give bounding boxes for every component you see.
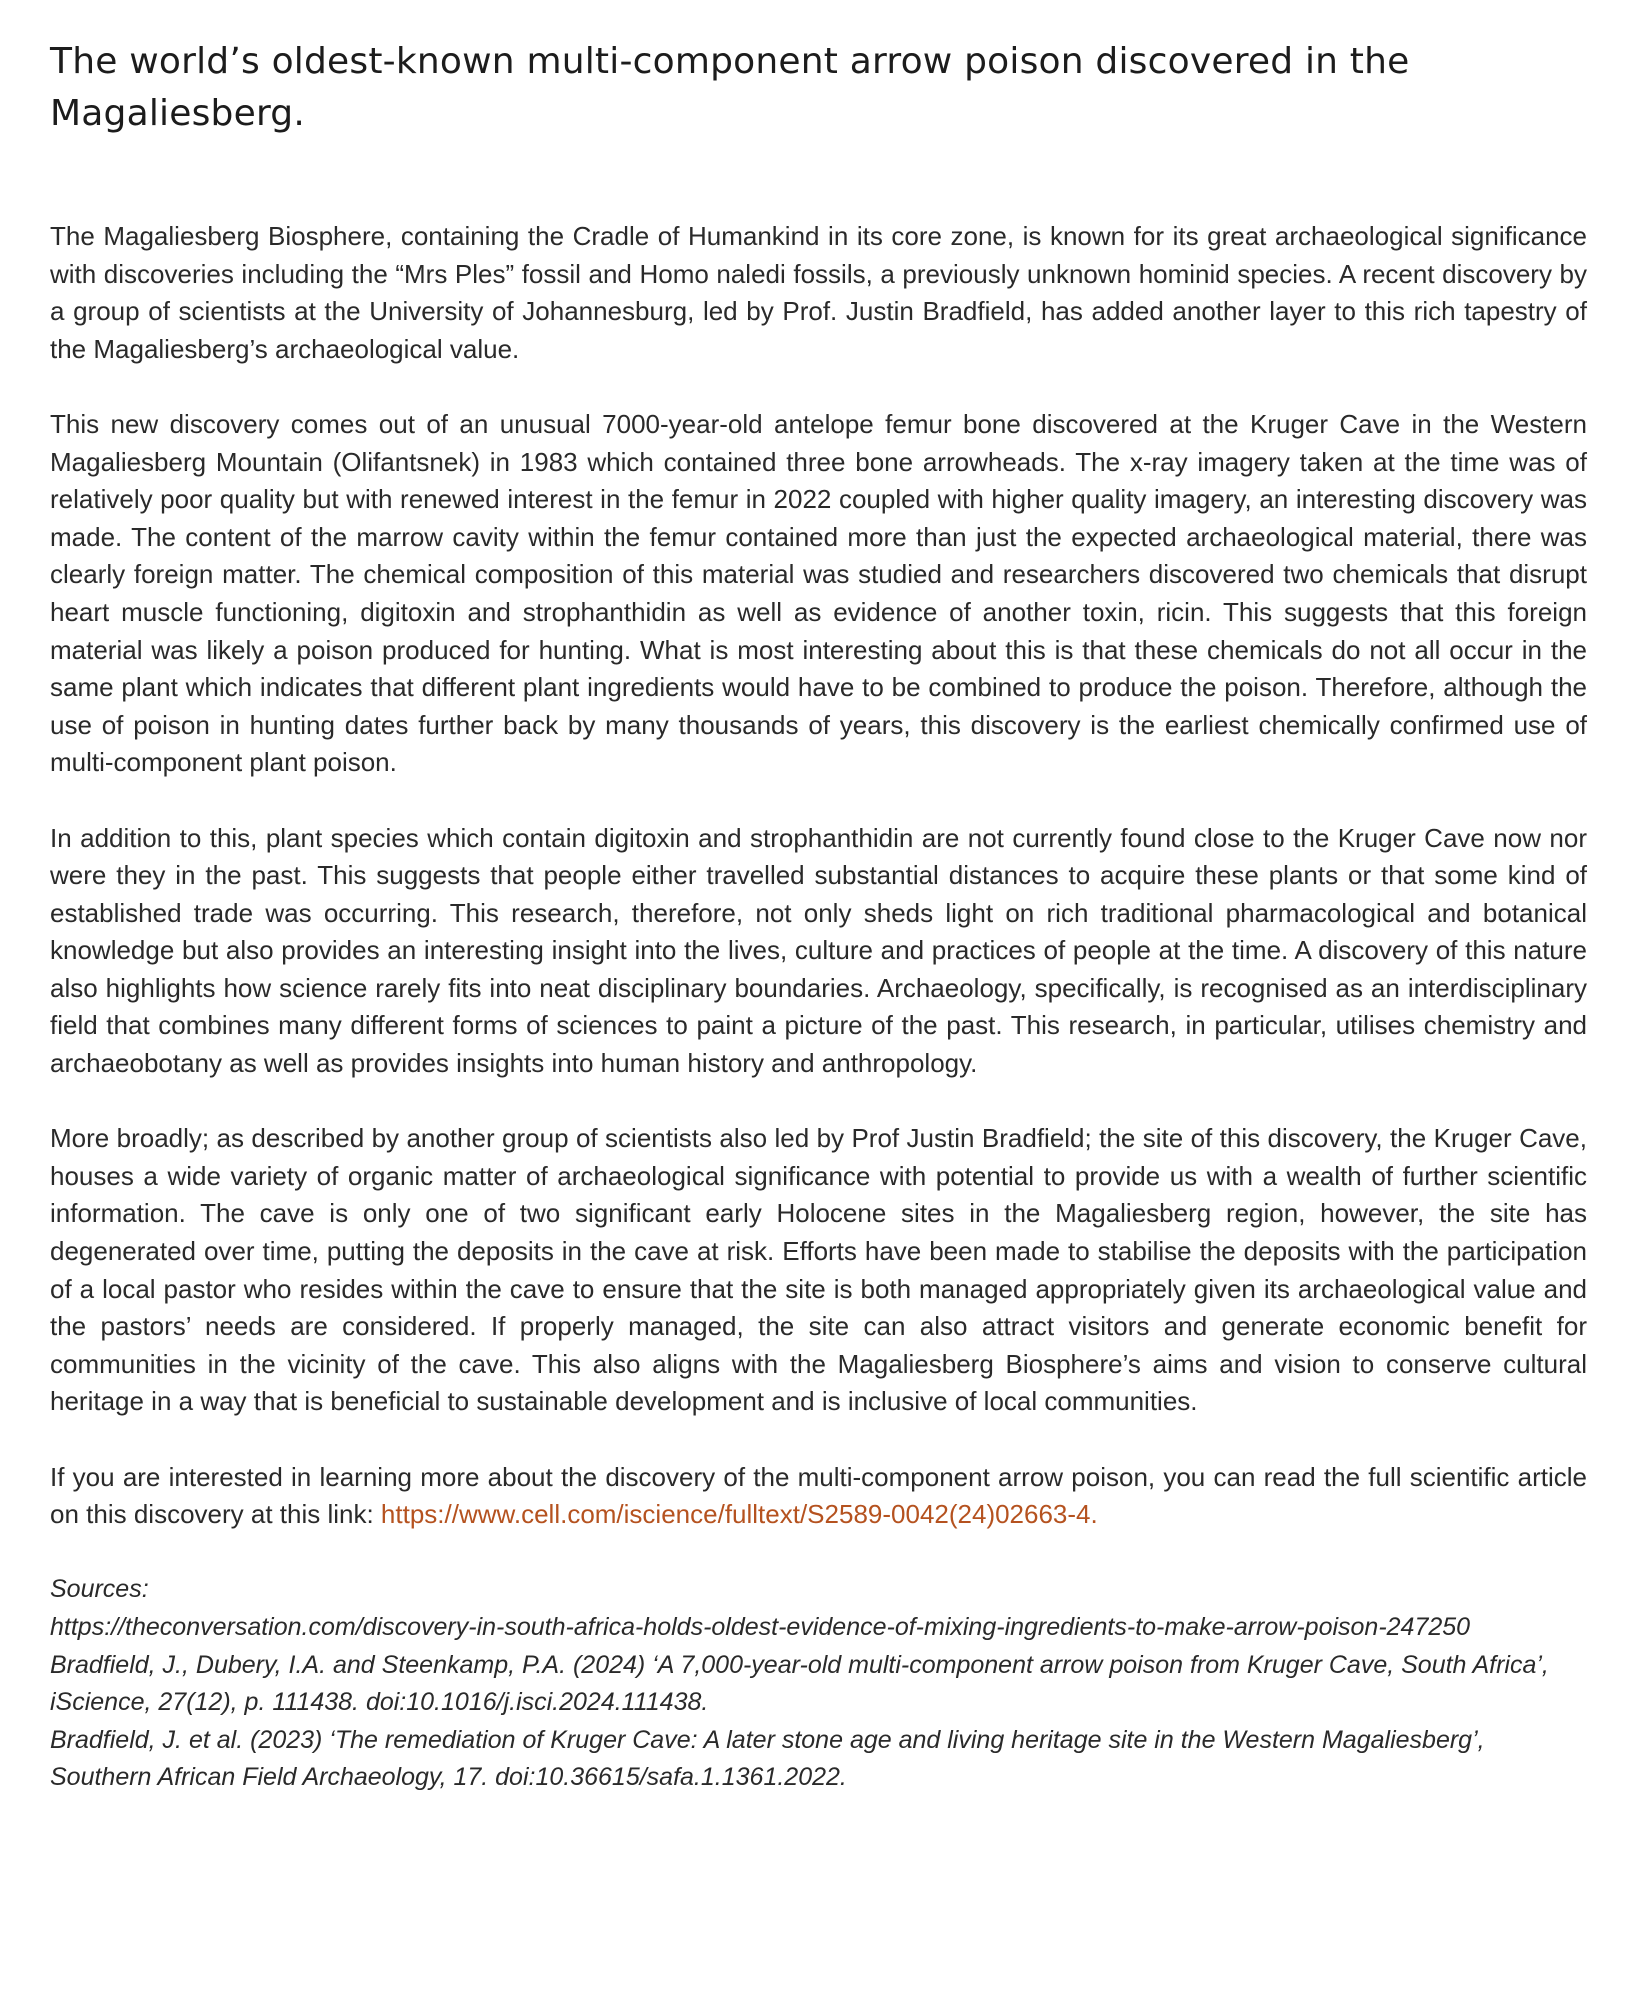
article-body — [50, 218, 1587, 1534]
paragraph-discovery: This new discovery comes out of an unusual 7000-year-old antelope femur bone discovered at the Kruger Cave in the Western Magaliesberg Mountain (Olifantsnek) in 1983 which contained three bone arrowheads. The x-ray imagery taken at the time was of relatively poor quality but with renewed interest in the femur in 2022 coupled with higher quality imagery, an interesting discovery was made. The content of the marrow cavity within the femur contained more than just the expected archaeological material, there was clearly foreign matter. The chemical composition of this material was studied and researchers discovered two chemicals that disrupt heart muscle functioning, digitoxin and strophanthidin as well as evidence of another toxin, ricin. This suggests that this foreign material was likely a poison produced for hunting. What is most interesting about this is that these chemicals do not all occur in the same plant which indicates that different plant ingredients would have to be combined to produce the poison. Therefore, although the use of poison in hunting dates further back by many thousands of years, this discovery is the earliest chemically confirmed use of multi-component plant poison. — [50, 408, 1587, 778]
source-entry: Bradfield, J. et al. (2023) ‘The remediation of Kruger Cave: A later stone age and living heritage site in the Western Magaliesberg’, Southern African Field Archaeology, 17. doi:10.36615/safa.1.1361.2022. — [50, 1725, 1485, 1792]
article — [50, 36, 1587, 1797]
article-link[interactable]: https://www.cell.com/iscience/fulltext/S2589-0042(24)02663-4. — [380, 1499, 1098, 1530]
sources-label: Sources: — [50, 1575, 149, 1604]
source-entry: https://theconversation.com/discovery-in-south-africa-holds-oldest-evidence-of-mixing-ingredients-to-make-arrow-poison-247250 — [50, 1612, 1471, 1641]
paragraph-closing — [50, 1459, 1587, 1534]
paragraph-intro: The Magaliesberg Biosphere, containing the Cradle of Humankind in its core zone, is known for its great archaeological significance with discoveries including the “Mrs Ples” fossil and Homo naledi fossils, a previously unknown hominid species. A recent discovery by a group of scientists at the University of Johannesburg, led by Prof. Justin Bradfield, has added another layer to this rich tapestry of the Magaliesberg’s archaeological value. — [50, 221, 1587, 364]
sources-section — [50, 1571, 1587, 1797]
closing-text: If you are interested in learning more about the discovery of the multi-component arrow poison, you can read the full scientific article on this discovery at this link: — [50, 1461, 1587, 1530]
article-title: The world’s oldest-known multi-component arrow poison discovered in the Magaliesberg. — [50, 41, 1410, 134]
paragraph-kruger-cave: More broadly; as described by another group of scientists also led by Prof Justin Bradfield; the site of this discovery, the Kruger Cave, houses a wide variety of organic matter of archaeological significance with potential to provide us with a wealth of further scientific information. The cave is only one of two significant early Holocene sites in the Magaliesberg region, however, the site has degenerated over time, putting the deposits in the cave at risk. Efforts have been made to stabilise the deposits with the participation of a local pastor who resides within the cave to ensure that the site is both managed appropriately given its archaeological value and the pastors’ needs are considered. If properly managed, the site can also attract visitors and generate economic benefit for communities in the vicinity of the cave. This also aligns with the Magaliesberg Biosphere’s aims and vision to conserve cultural heritage in a way that is beneficial to sustainable development and is inclusive of local communities. — [50, 1123, 1587, 1417]
source-entry: Bradfield, J., Dubery, I.A. and Steenkamp, P.A. (2024) ‘A 7,000-year-old multi-component arrow poison from Kruger Cave, South Africa’, iScience, 27(12), p. 111438. doi:10.1016/j.isci.2024.111438. — [50, 1650, 1549, 1717]
paragraph-trade: In addition to this, plant species which contain digitoxin and strophanthidin are not currently found close to the Kruger Cave now nor were they in the past. This suggests that people either travelled substantial distances to acquire these plants or that some kind of established trade was occurring. This research, therefore, not only sheds light on rich traditional pharmacological and botanical knowledge but also provides an interesting insight into the lives, culture and practices of people at the time. A discovery of this nature also highlights how science rarely fits into neat disciplinary boundaries. Archaeology, specifically, is recognised as an interdisciplinary field that combines many different forms of sciences to paint a picture of the past. This research, in particular, utilises chemistry and archaeobotany as well as provides insights into human history and anthropology. — [50, 822, 1587, 1079]
